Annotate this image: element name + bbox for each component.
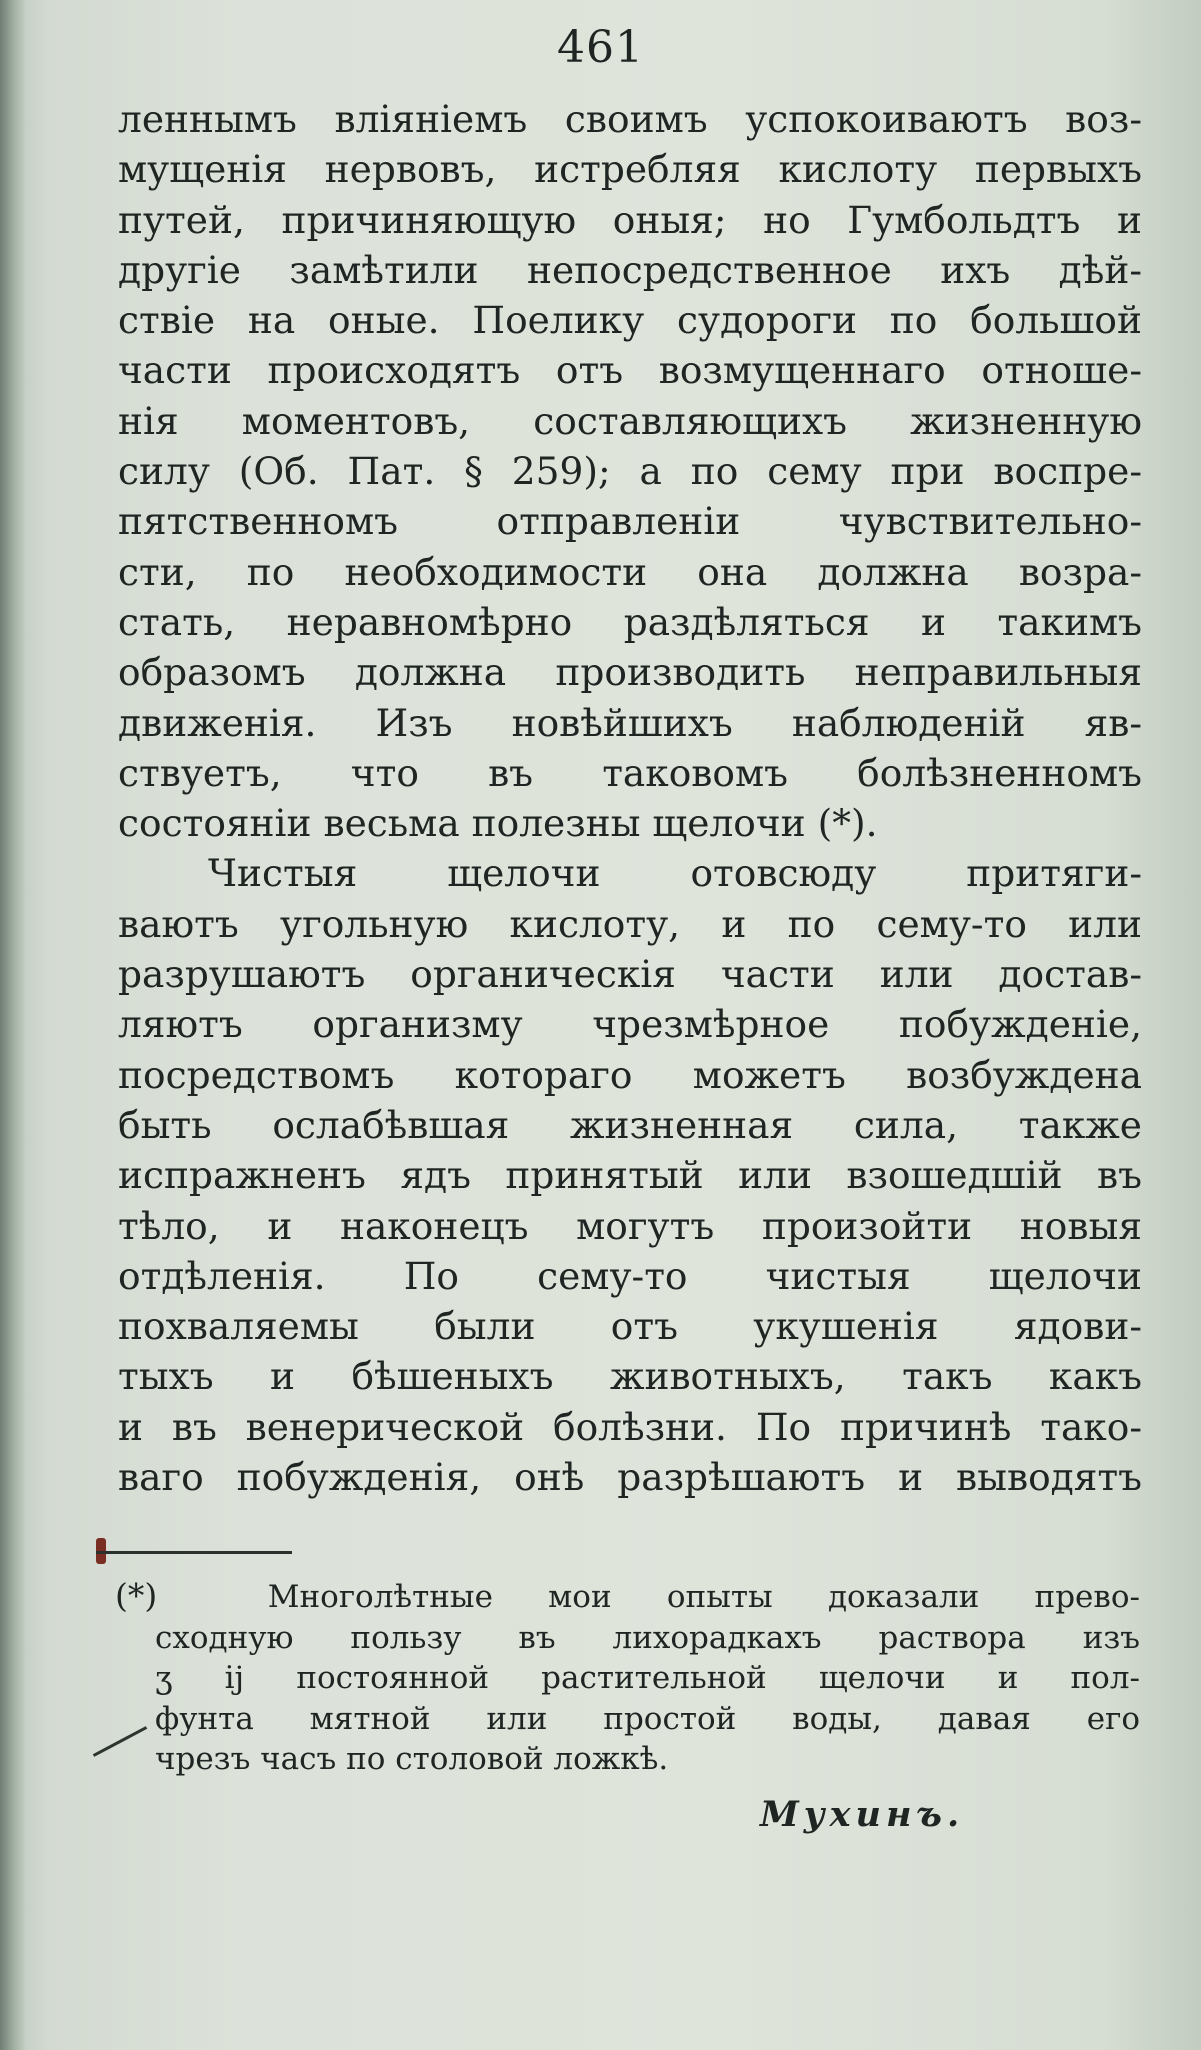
text-line: похваляемы были отъ укушенія ядови- — [118, 1304, 1142, 1349]
text-line: и въ венерической болѣзни. По причинѣ тако- — [118, 1404, 1142, 1449]
text-line: тыхъ и бѣшеныхъ животныхъ, такъ какъ — [118, 1354, 1142, 1399]
footnote-signature: Мухинъ. — [760, 1794, 965, 1835]
text-line: Чистыя щелочи отовсюду притяги- — [208, 851, 1142, 896]
text-line: стать, неравномѣрно раздѣляться и такимъ — [118, 599, 1142, 644]
footnote-text: Многолѣтные мои опыты доказали прево- — [267, 1579, 1140, 1615]
text-line: ваютъ угольную кислоту, и по сему-то или — [118, 901, 1142, 946]
text-line: части происходятъ отъ возмущеннаго отноше- — [118, 348, 1142, 393]
text-line: разрушаютъ органическія части или достав- — [118, 952, 1142, 997]
text-line: испражненъ ядъ принятый или взошедшій въ — [118, 1153, 1142, 1198]
footnote — [115, 1576, 1140, 1780]
text-line: нія моментовъ, составляющихъ жизненную — [118, 398, 1142, 443]
footnote-marker: (*) — [115, 1576, 158, 1615]
footnote-first-line — [115, 1576, 1140, 1618]
text-line: состояніи весьма полезны щелочи (*). — [118, 801, 878, 846]
text-line: отдѣленія. По сему-то чистыя щелочи — [118, 1253, 1142, 1298]
text-line: посредствомъ котораго можетъ возбуждена — [118, 1052, 1142, 1097]
text-line: движенія. Изъ новѣйшихъ наблюденій яв- — [118, 700, 1142, 745]
page-gutter-shadow — [0, 0, 26, 2050]
text-line: образомъ должна производить неправильныя — [118, 650, 1142, 695]
footnote-line: ʒ ij постоянной растительной щелочи и пол- — [155, 1660, 1140, 1696]
text-line: ствуетъ, что въ таковомъ болѣзненномъ — [118, 750, 1142, 795]
text-line: тѣло, и наконецъ могутъ произойти новыя — [118, 1203, 1142, 1248]
text-line: пятственномъ отправленіи чувствительно- — [118, 499, 1142, 544]
text-line: ваго побужденія, онѣ разрѣшаютъ и выводятъ — [118, 1455, 1142, 1500]
text-line: мущенія нервовъ, истребляя кислоту первыхъ — [118, 147, 1142, 192]
footnote-line: чрезъ часъ по столовой ложкѣ. — [155, 1741, 669, 1777]
page-number: 461 — [557, 22, 644, 73]
text-line: сти, по необходимости она должна возра- — [118, 549, 1142, 594]
text-line: ляютъ организму чрезмѣрное побужденіе, — [118, 1002, 1142, 1047]
footnote-rule — [96, 1551, 292, 1554]
text-line: другіе замѣтили непосредственное ихъ дѣй- — [118, 247, 1142, 292]
text-line: ствіе на оные. Поелику судороги по большой — [118, 298, 1142, 343]
body-text — [118, 94, 1142, 1502]
footnote-line: фунта мятной или простой воды, давая его — [155, 1700, 1140, 1737]
text-line: леннымъ вліяніемъ своимъ успокоиваютъ воз- — [118, 97, 1142, 141]
footnote-line: сходную пользу въ лихорадкахъ раствора изъ — [155, 1619, 1140, 1656]
text-line: путей, причиняющую оныя; но Гумбольдтъ и — [118, 197, 1142, 242]
text-line: быть ослабѣвшая жизненная сила, также — [118, 1102, 1142, 1147]
text-line: силу (Об. Пат. § 259); а по сему при воспре- — [118, 449, 1142, 494]
